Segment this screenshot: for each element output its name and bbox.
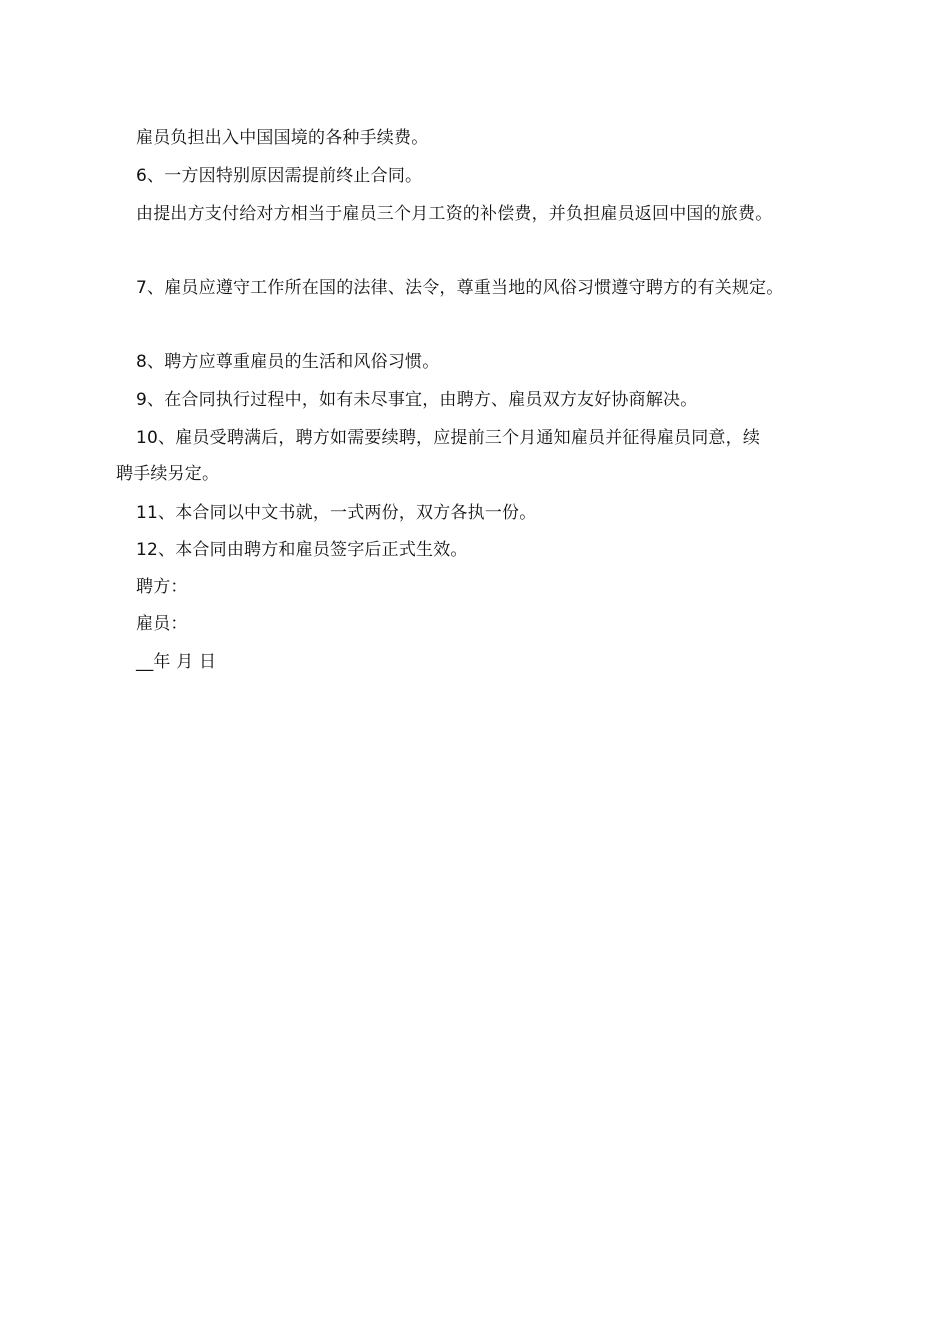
- employer-signature-label: 聘方：: [136, 577, 188, 597]
- clause-11: 11、本合同以中文书就，一式两份，双方各执一份。: [136, 503, 537, 523]
- clause-9: 9、在合同执行过程中，如有未尽事宜，由聘方、雇员双方友好协商解决。: [136, 390, 698, 410]
- paragraph-handling-fees: 雇员负担出入中国国境的各种手续费。: [136, 128, 429, 148]
- employee-signature-label: 雇员：: [136, 614, 188, 634]
- clause-7: 7、雇员应遵守工作所在国的法律、法令，尊重当地的风俗习惯遵守聘方的有关规定。: [136, 278, 784, 298]
- clause-10-continuation: 聘手续另定。: [116, 464, 220, 484]
- paragraph-compensation: 由提出方支付给对方相当于雇员三个月工资的补偿费，并负担雇员返回中国的旅费。: [136, 204, 773, 224]
- clause-12: 12、本合同由聘方和雇员签字后正式生效。: [136, 540, 468, 560]
- date-line: __年 月 日: [136, 652, 217, 672]
- clause-10: 10、雇员受聘满后，聘方如需要续聘，应提前三个月通知雇员并征得雇员同意，续: [136, 428, 761, 448]
- clause-6: 6、一方因特别原因需提前终止合同。: [136, 166, 423, 186]
- clause-8: 8、聘方应尊重雇员的生活和风俗习惯。: [136, 352, 440, 372]
